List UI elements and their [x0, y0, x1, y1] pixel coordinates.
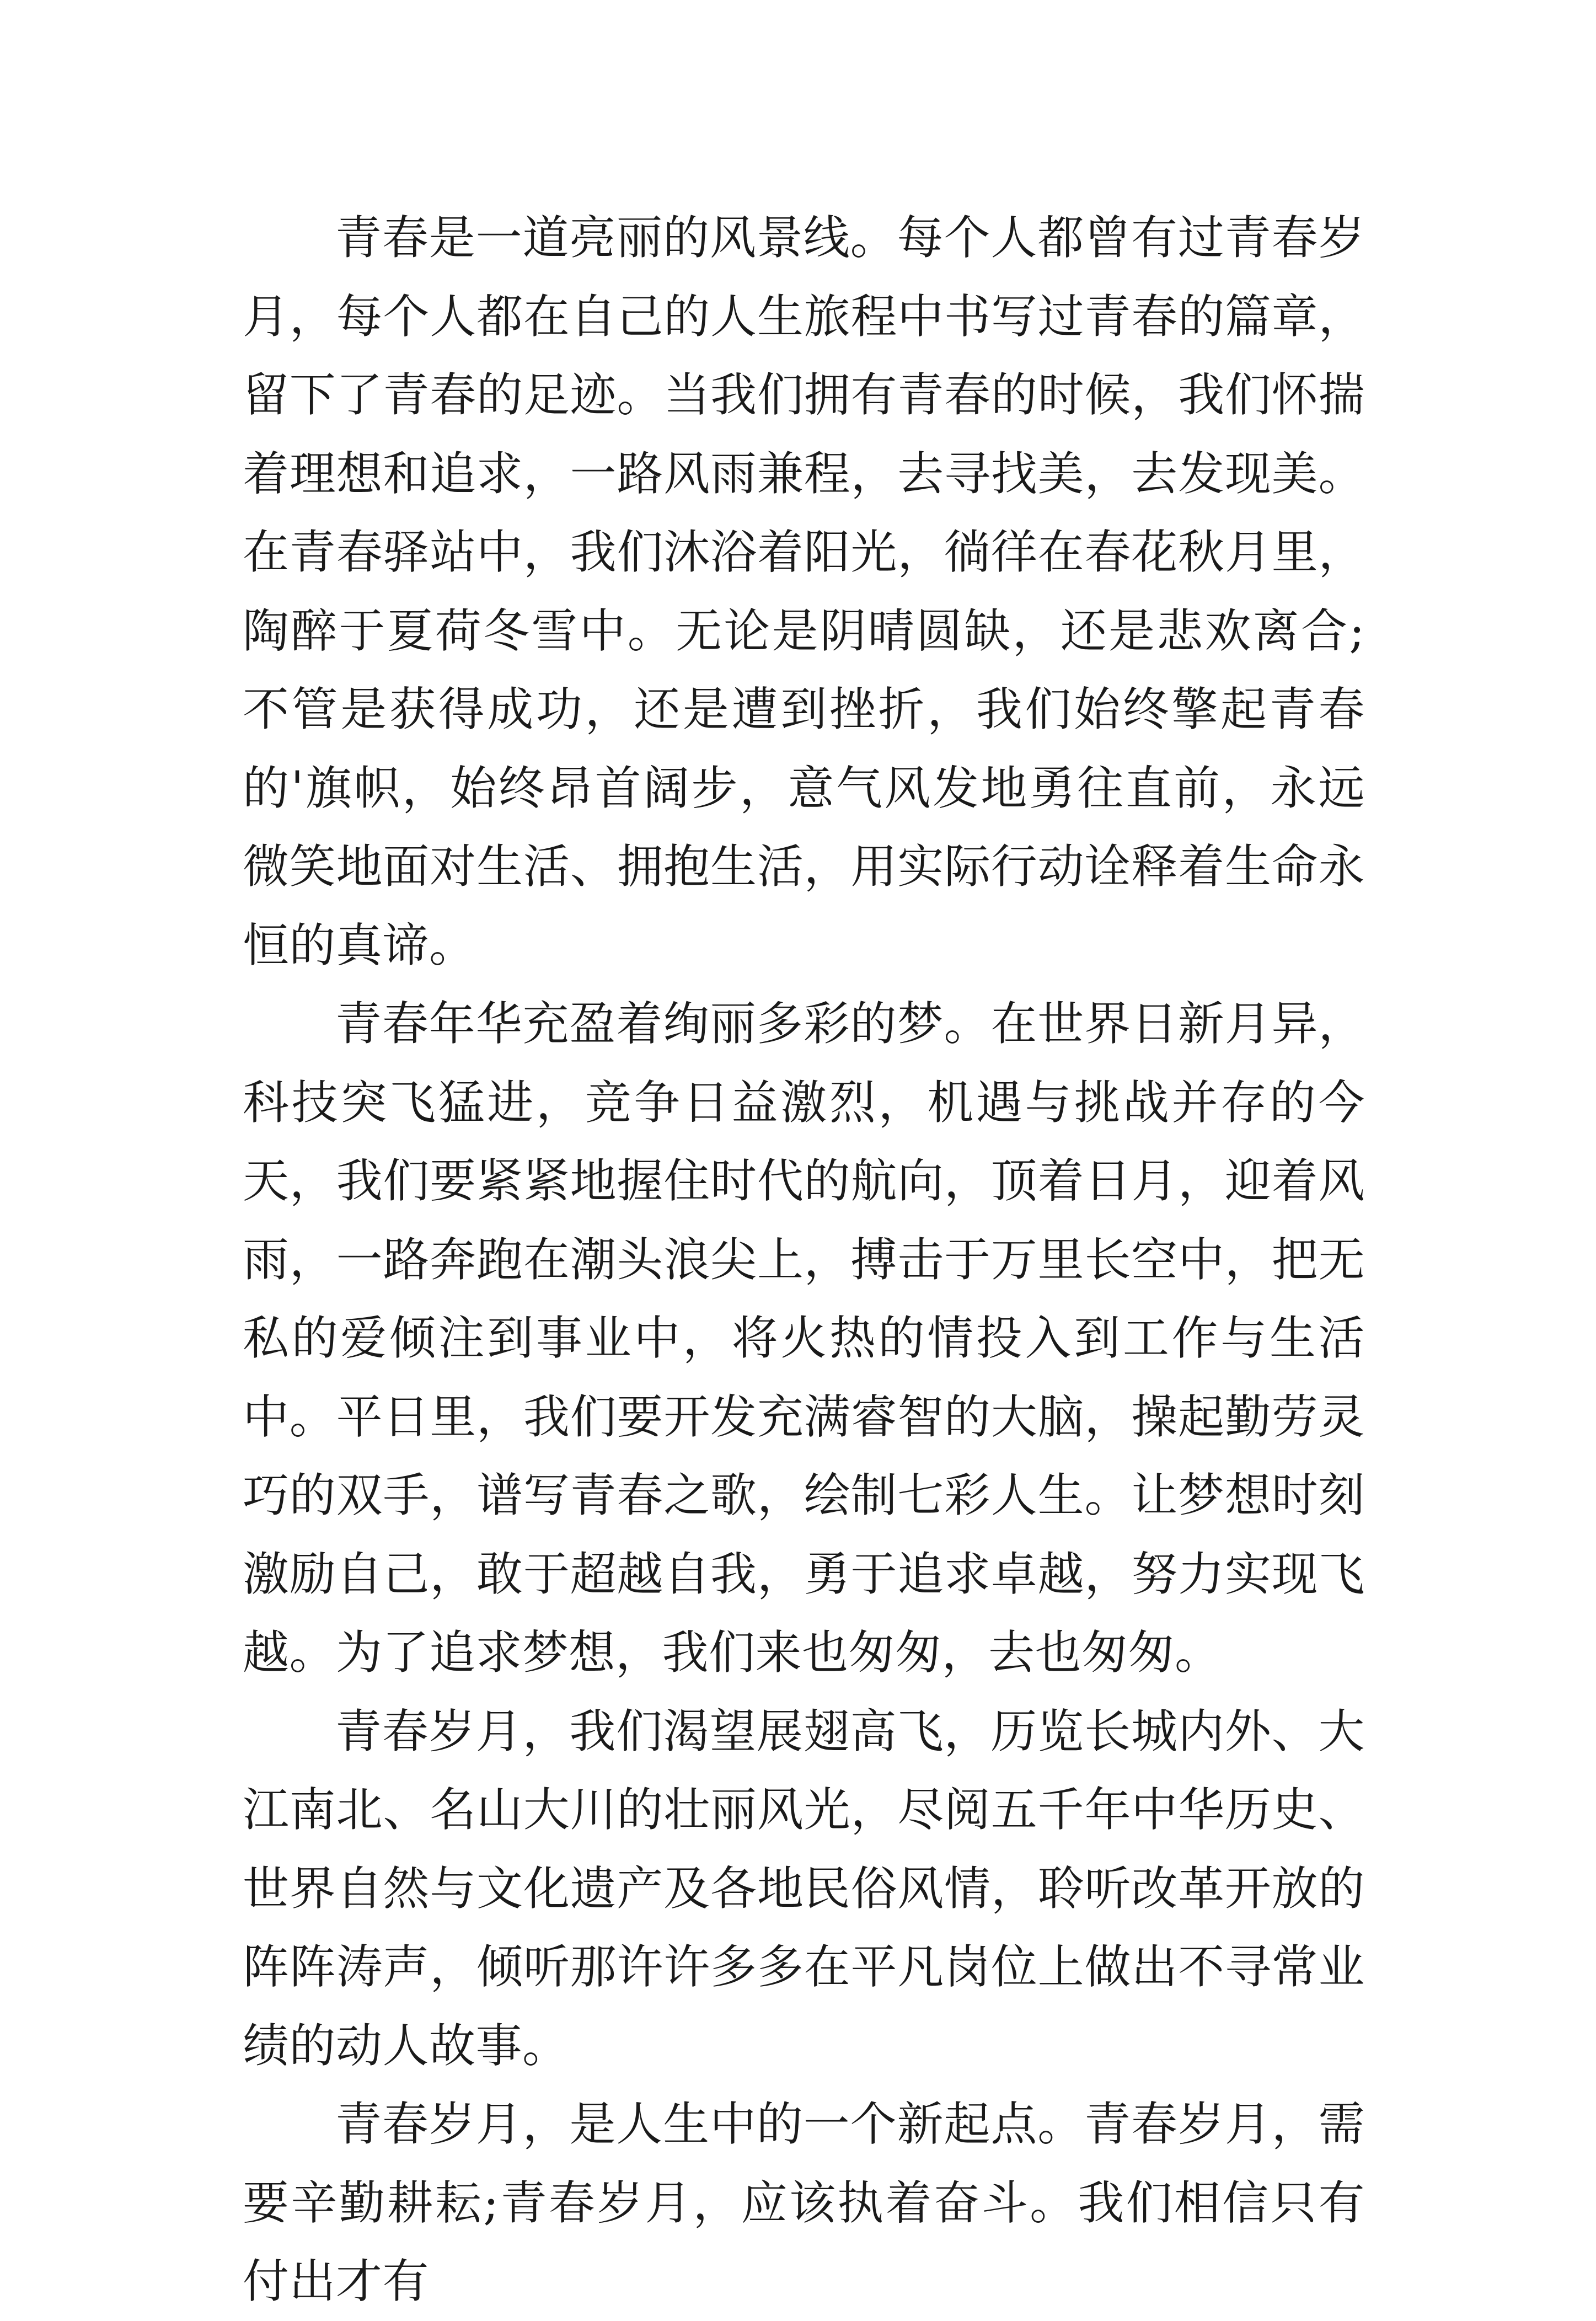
paragraph-4: 青春岁月，是人生中的一个新起点。青春岁月，需要辛勤耕耘;青春岁月，应该执着奋斗。我们相信只有付出才有	[243, 2097, 1365, 2308]
paragraph-2: 青春年华充盈着绚丽多彩的梦。在世界日新月异，科技突飞猛进，竞争日益激烈，机遇与挑战并存的今天，我们要紧紧地握住时代的航向，顶着日月，迎着风雨，一路奔跑在潮头浪尖上，搏击于万里长空中，把无私的爱倾注到事业中，将火热的情投入到工作与生活中。平日里，我们要开发充满睿智的大脑，操起勤劳灵巧的双手，谱写青春之歌，绘制七彩人生。让梦想时刻激励自己，敢于超越自我，勇于追求卓越，努力实现飞越。为了追求梦想，我们来也匆匆，去也匆匆。	[243, 997, 1365, 1680]
document-body	[243, 199, 1365, 2321]
paragraph-1: 青春是一道亮丽的风景线。每个人都曾有过青春岁月，每个人都在自己的人生旅程中书写过青春的篇章，留下了青春的足迹。当我们拥有青春的时候，我们怀揣着理想和追求，一路风雨兼程，去寻找美，去发现美。在青春驿站中，我们沐浴着阳光，徜徉在春花秋月里，陶醉于夏荷冬雪中。无论是阴晴圆缺，还是悲欢离合;不管是获得成功，还是遭到挫折，我们始终擎起青春的'旗帜，始终昂首阔步，意气风发地勇往直前，永远微笑地面对生活、拥抱生活，用实际行动诠释着生命永恒的真谛。	[243, 211, 1365, 972]
paragraph-3: 青春岁月，我们渴望展翅高飞，历览长城内外、大江南北、名山大川的壮丽风光，尽阅五千年中华历史、世界自然与文化遗产及各地民俗风情，聆听改革开放的阵阵涛声，倾听那许许多多在平凡岗位上做出不寻常业绩的动人故事。	[243, 1704, 1365, 2073]
